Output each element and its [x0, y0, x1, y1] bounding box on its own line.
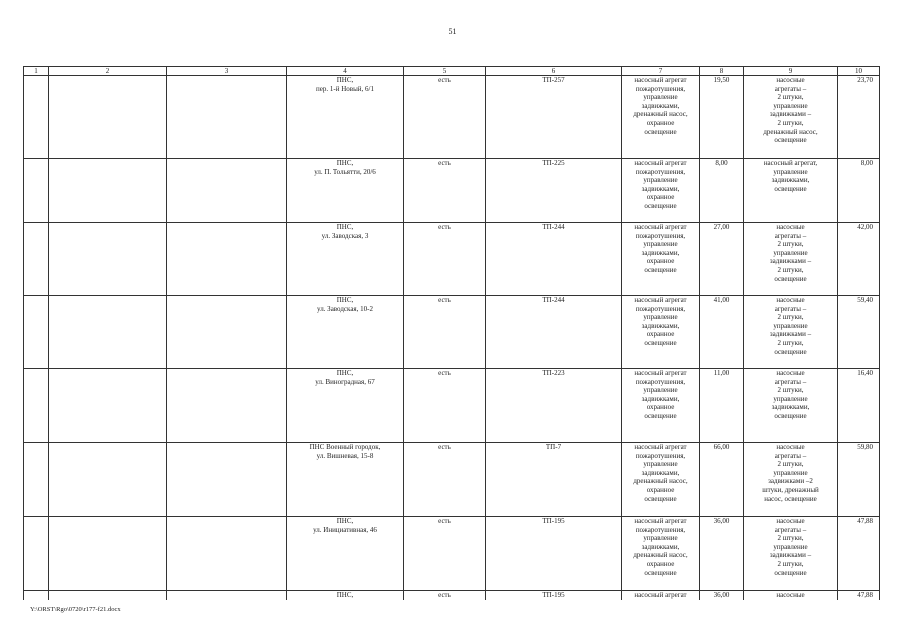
- substation-id: ТП-225: [486, 159, 622, 223]
- column-number: 3: [167, 67, 287, 76]
- total-value: 59,80: [838, 443, 880, 517]
- row-cell-c2: [49, 517, 167, 591]
- table-row: [24, 159, 880, 223]
- table-row: [24, 296, 880, 369]
- presence-value: есть: [404, 517, 486, 591]
- page-number: 51: [448, 27, 457, 36]
- power-value: 41,00: [700, 296, 744, 369]
- row-cell-c1: [24, 369, 49, 443]
- column-number: 4: [287, 67, 404, 76]
- power-value: 27,00: [700, 223, 744, 296]
- equipment-list: насосный агрегат пожаротушения, управление задвижками, охранное освещение: [622, 296, 700, 369]
- total-value: 59,40: [838, 296, 880, 369]
- presence-value: есть: [404, 591, 486, 600]
- row-cell-c1: [24, 159, 49, 223]
- table-row: [24, 443, 880, 517]
- presence-value: есть: [404, 296, 486, 369]
- column-number: 1: [24, 67, 49, 76]
- total-value: 8,00: [838, 159, 880, 223]
- column-number: 2: [49, 67, 167, 76]
- row-cell-c1: [24, 76, 49, 159]
- power-value: 36,00: [700, 591, 744, 600]
- table-row: [24, 369, 880, 443]
- substation-id: ТП-257: [486, 76, 622, 159]
- presence-value: есть: [404, 223, 486, 296]
- equipment-list: насосный агрегат пожаротушения, управление задвижками, дренажный насос, охранное освещение: [622, 443, 700, 517]
- row-cell-c2: [49, 369, 167, 443]
- row-cell-c3: [167, 296, 287, 369]
- consumers-list: насосные агрегаты – 2 штуки, управление задвижками – 2 штуки, дренажный насос, освещение: [744, 76, 838, 159]
- equipment-list: насосный агрегат пожаротушения, управление задвижками, охранное освещение: [622, 369, 700, 443]
- column-number: 8: [700, 67, 744, 76]
- power-value: 8,00: [700, 159, 744, 223]
- table-row: [24, 517, 880, 591]
- total-value: 16,40: [838, 369, 880, 443]
- row-cell-c3: [167, 591, 287, 600]
- row-cell-c3: [167, 443, 287, 517]
- column-number-row: [24, 67, 880, 76]
- presence-value: есть: [404, 443, 486, 517]
- substation-id: ТП-195: [486, 591, 622, 600]
- row-cell-c2: [49, 159, 167, 223]
- total-value: 23,70: [838, 76, 880, 159]
- row-cell-c3: [167, 223, 287, 296]
- equipment-list: насосный агрегат: [622, 591, 700, 600]
- table-row: [24, 591, 880, 600]
- power-value: 36,00: [700, 517, 744, 591]
- row-cell-c2: [49, 443, 167, 517]
- total-value: 42,00: [838, 223, 880, 296]
- total-value: 47,88: [838, 517, 880, 591]
- consumers-list: насосные агрегаты – 2 штуки, управление задвижками –2 штуки, дренажный насос, освещение: [744, 443, 838, 517]
- row-cell-c3: [167, 369, 287, 443]
- station-name: ПНС, ул. Заводская, 3: [287, 223, 404, 296]
- station-name: ПНС, пер. 1-й Новый, 6/1: [287, 76, 404, 159]
- substation-id: ТП-244: [486, 296, 622, 369]
- substation-id: ТП-7: [486, 443, 622, 517]
- column-number: 7: [622, 67, 700, 76]
- power-value: 66,00: [700, 443, 744, 517]
- station-name: ПНС Военный городок, ул. Вишневая, 15-8: [287, 443, 404, 517]
- consumers-list: насосные агрегаты – 2 штуки, управление задвижками – 2 штуки, освещение: [744, 517, 838, 591]
- table-row: [24, 76, 880, 159]
- total-value: 47,88: [838, 591, 880, 600]
- row-cell-c2: [49, 76, 167, 159]
- station-name: ПНС, ул. П. Тольятти, 20/6: [287, 159, 404, 223]
- equipment-list: насосный агрегат пожаротушения, управление задвижками, охранное освещение: [622, 159, 700, 223]
- column-number: 9: [744, 67, 838, 76]
- power-value: 19,50: [700, 76, 744, 159]
- substation-id: ТП-244: [486, 223, 622, 296]
- equipment-list: насосный агрегат пожаротушения, управление задвижками, охранное освещение: [622, 223, 700, 296]
- column-number: 10: [838, 67, 880, 76]
- row-cell-c2: [49, 591, 167, 600]
- presence-value: есть: [404, 369, 486, 443]
- row-cell-c1: [24, 443, 49, 517]
- consumers-list: насосные агрегаты – 2 штуки, управление задвижками – 2 штуки, освещение: [744, 296, 838, 369]
- equipment-list: насосный агрегат пожаротушения, управление задвижками, дренажный насос, охранное освещение: [622, 517, 700, 591]
- row-cell-c3: [167, 159, 287, 223]
- station-name: ПНС, ул. Инициативная, 46: [287, 517, 404, 591]
- presence-value: есть: [404, 76, 486, 159]
- row-cell-c2: [49, 223, 167, 296]
- row-cell-c3: [167, 517, 287, 591]
- power-value: 11,00: [700, 369, 744, 443]
- row-cell-c3: [167, 76, 287, 159]
- equipment-list: насосный агрегат пожаротушения, управление задвижками, дренажный насос, охранное освещение: [622, 76, 700, 159]
- substation-id: ТП-223: [486, 369, 622, 443]
- consumers-list: насосный агрегат, управление задвижками, освещение: [744, 159, 838, 223]
- substation-id: ТП-195: [486, 517, 622, 591]
- consumers-list: насосные агрегаты – 2 штуки, управление задвижками – 2 штуки, освещение: [744, 223, 838, 296]
- column-number: 6: [486, 67, 622, 76]
- consumers-list: насосные агрегаты – 2 штуки, управление задвижками, освещение: [744, 369, 838, 443]
- row-cell-c1: [24, 223, 49, 296]
- footer-file-path: Y:\ORST\Rgo\0720\r177-f21.docx: [30, 606, 121, 613]
- station-name: ПНС, ул. Заводская, 10-2: [287, 296, 404, 369]
- consumers-list: насосные: [744, 591, 838, 600]
- station-name: ПНС,: [287, 591, 404, 600]
- table-row: [24, 223, 880, 296]
- data-table: [23, 66, 880, 600]
- station-name: ПНС, ул. Виноградная, 67: [287, 369, 404, 443]
- row-cell-c1: [24, 591, 49, 600]
- column-number: 5: [404, 67, 486, 76]
- row-cell-c1: [24, 517, 49, 591]
- presence-value: есть: [404, 159, 486, 223]
- row-cell-c1: [24, 296, 49, 369]
- row-cell-c2: [49, 296, 167, 369]
